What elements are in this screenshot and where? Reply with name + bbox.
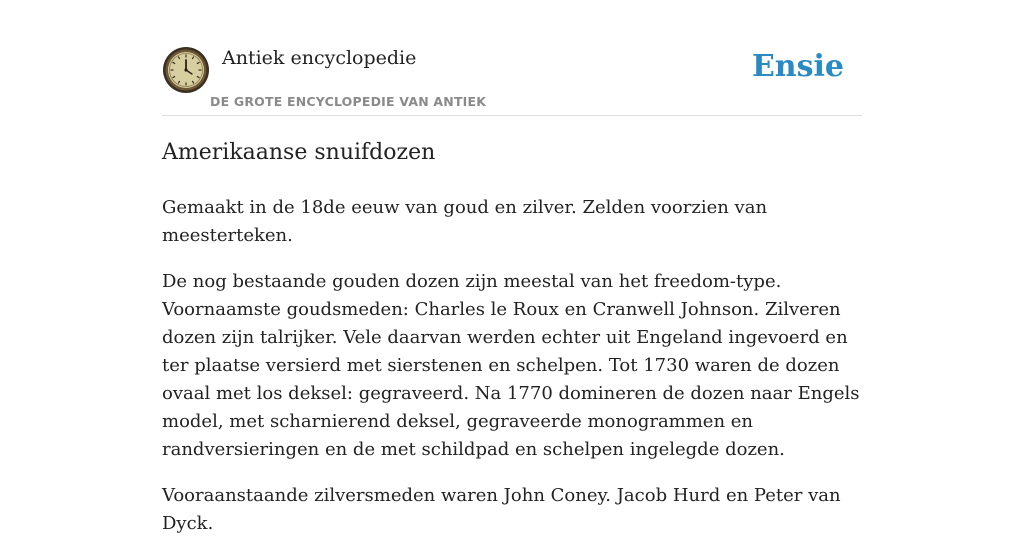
page-title: Amerikaanse snuifdozen [162, 140, 436, 165]
site-subtitle: DE GROTE ENCYCLOPEDIE VAN ANTIEK [210, 94, 487, 109]
clock-icon[interactable] [162, 46, 210, 94]
entry-paragraph: Vooraanstaande zilversmeden waren John Coney. Jacob Hurd en Peter van Dyck. [162, 485, 841, 534]
site-title[interactable]: Antiek encyclopedie [222, 47, 417, 69]
site-header [162, 42, 862, 116]
entry-paragraph: De nog bestaande gouden dozen zijn meestal van het freedom-type. Voornaamste goudsmeden: Charles le Roux en Cranwell Johnson. Zilveren dozen zijn talrijker. Vele daarvan werden echter uit Engeland ingevoerd en ter plaatse versierd met sierstenen en schelpen. Tot 1730 waren de dozen ovaal met los deksel: gegraveerd. Na 1770 domineren de dozen naar Engels model, met scharnierend deksel, gegraveerde monogrammen en randversieringen en de met schildpad en schelpen ingelegde dozen. [162, 271, 860, 460]
entry-paragraph: Gemaakt in de 18de eeuw van goud en zilver. Zelden voorzien van meesterteken. [162, 197, 768, 246]
entry-content [162, 194, 862, 556]
brand-logo-link[interactable]: Ensie [751, 49, 844, 84]
